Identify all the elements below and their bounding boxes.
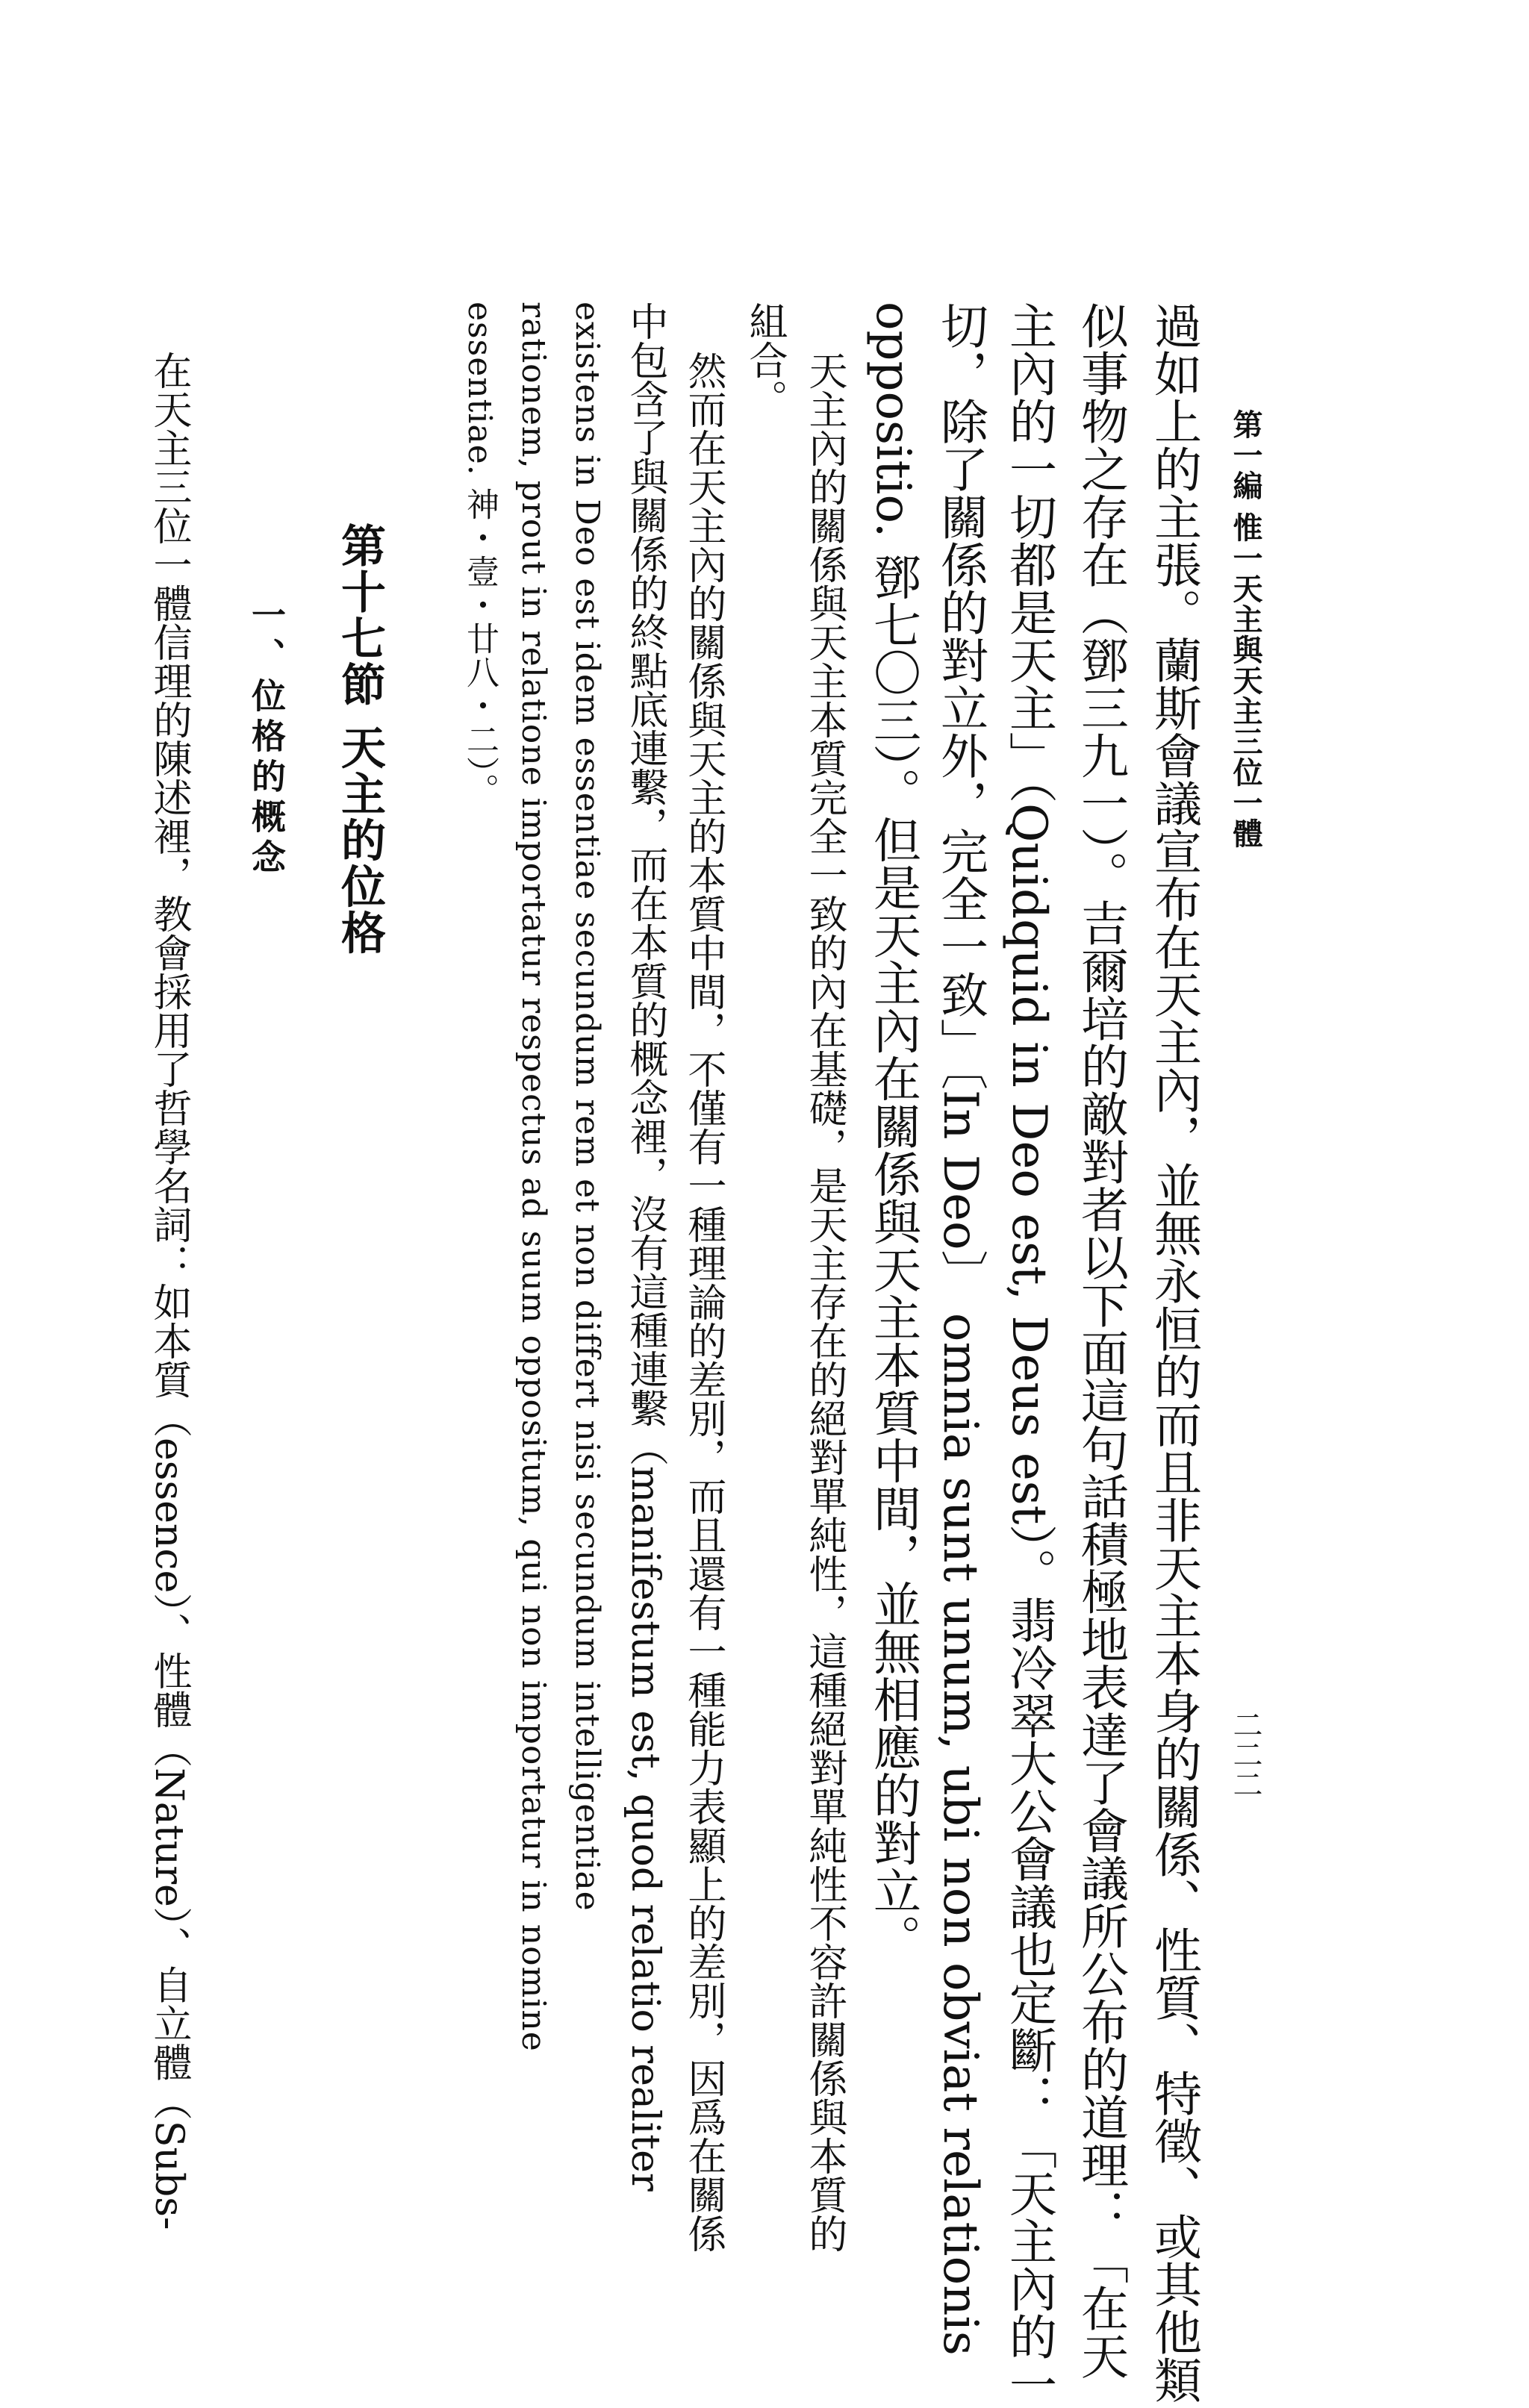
section-title: 第十七節 天主的位格 — [334, 523, 386, 956]
text-column: 在天主三位一體信理的陳述裡，教會採用了哲學名詞：如本質（essence）、性體（Nature）、自立體（Subs- — [146, 351, 191, 2230]
text-column: essentiae. 神・壹・廿八・二）。 — [461, 302, 499, 807]
subsection-title: 一、位格的概念 — [246, 597, 287, 879]
text-column: existens in Deo est idem essentiae secundum rem et non differt nisi secundum intelligentiae — [568, 302, 606, 1912]
text-column: 似事物之存在（鄧三九一）。吉爾培的敵對者以下面這句話積極地表達了會議所公布的道理：「在天 — [1073, 302, 1128, 2380]
text-column: 中包含了與關係的終點底連繫，而在本質的概念裡，沒有這種連繫（manifestum est, quod relatio realiter — [623, 302, 667, 2192]
text-column: 主內的一切都是天主」（Quidquid in Deo est, Deus est）。翡冷翠大公會議也定斷：「天主內的一 — [1001, 302, 1056, 2408]
text-column: 組合。 — [742, 302, 787, 418]
text-column: oppositio. 鄧七〇三）。但是天主內在關係與天主本質中間，並無相應的對立。 — [865, 302, 921, 1962]
running-header: 第一編 惟一天主與天主三位一體 — [1228, 409, 1263, 849]
page-number: 二二二 — [1228, 1709, 1262, 1799]
text-column: 天主內的關係與天主本質完全一致的內在基礎，是天主存在的絕對單純性，這種絕對單純性不容許關係與本質的 — [802, 351, 847, 2253]
text-column: 過如上的主張。蘭斯會議宣布在天主內，並無永恒的而且非天主本身的關係、性質、特徵、或其他類 — [1146, 302, 1201, 2404]
text-column: 切，除了關係的對立外，完全一致」〔In Deo〕 omnia sunt unum, ubi non obviat relationis — [932, 302, 988, 2356]
text-column: 然而在天主內的關係與天主的本質中間，不僅有一種理論的差別，而且還有一種能力表顯上的差別，因爲在關係 — [681, 351, 726, 2253]
text-column: rationem, prout in relatione importatur respectus ad suum oppositum, qui non importatur in nomine — [514, 302, 552, 2052]
